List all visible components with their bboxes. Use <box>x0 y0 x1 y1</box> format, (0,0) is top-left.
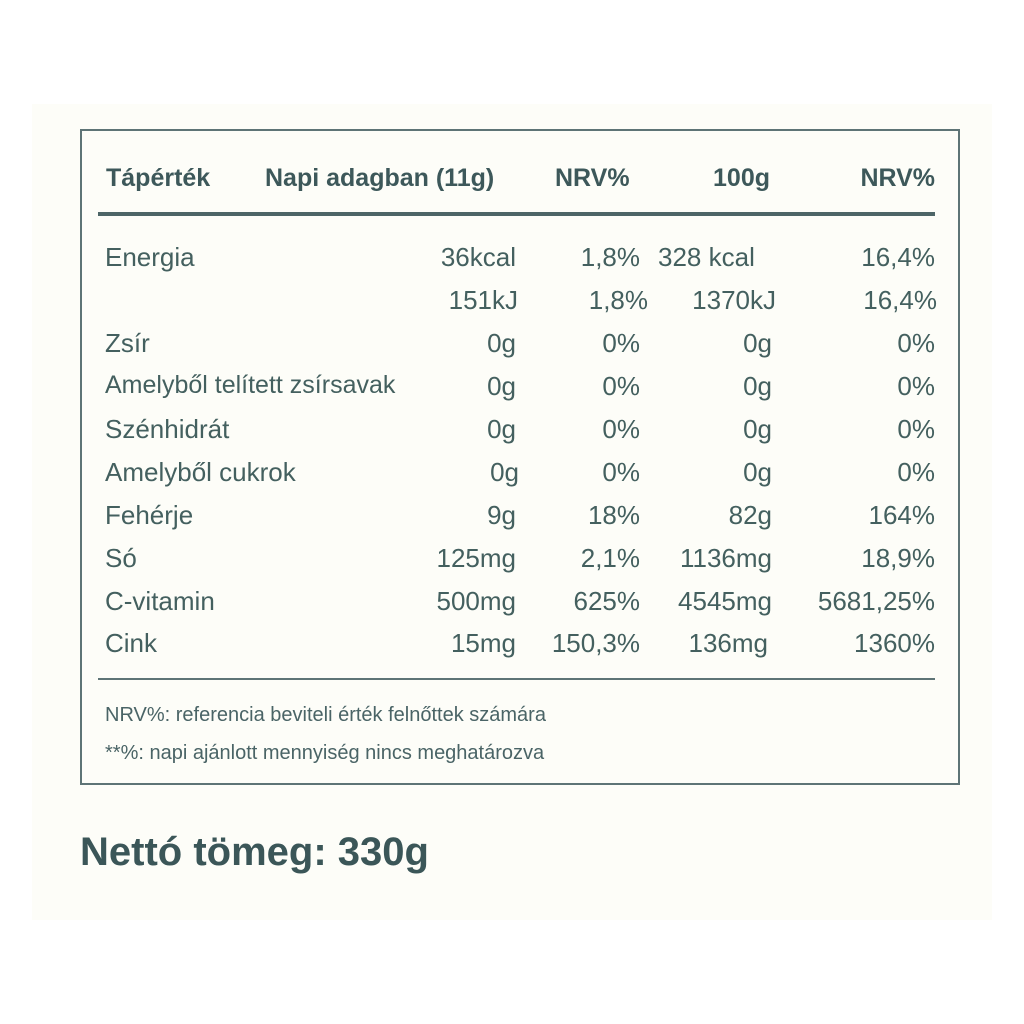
row-label: Zsír <box>105 328 150 358</box>
row-100g-nrv: 0% <box>897 371 935 401</box>
row-100g-nrv: 16,4% <box>863 285 937 315</box>
row-label: Szénhidrát <box>105 414 230 444</box>
row-label: Amelyből telített zsírsavak <box>105 371 396 399</box>
row-serving-nrv: 18% <box>587 500 640 530</box>
header-per-100g: 100g <box>713 164 770 192</box>
row-serving-value: 0g <box>487 328 516 358</box>
row-label: Só <box>105 543 137 573</box>
row-serving-value: 15mg <box>450 628 516 658</box>
row-serving-value: 36kcal <box>440 242 516 272</box>
row-100g-value: 0g <box>743 414 772 444</box>
row-serving-value: 0g <box>487 414 516 444</box>
row-label: Cink <box>105 628 158 658</box>
header-nutrient: Tápérték <box>106 164 211 192</box>
row-serving-nrv: 2,1% <box>580 543 640 573</box>
row-serving-nrv: 0% <box>602 328 640 358</box>
row-serving-nrv: 1,8% <box>580 242 640 272</box>
row-serving-nrv: 1,8% <box>588 285 648 315</box>
row-100g-nrv: 164% <box>868 500 935 530</box>
row-serving-nrv: 0% <box>602 457 640 487</box>
header-nrv-100g: NRV% <box>860 164 935 192</box>
row-100g-value: 328 kcal <box>658 242 755 272</box>
row-serving-value: 151kJ <box>448 285 518 315</box>
row-serving-nrv: 0% <box>602 371 640 401</box>
header-divider <box>98 212 935 216</box>
nrv-footnote: NRV%: referencia beviteli érték felnőttek számára <box>105 704 546 726</box>
row-100g-value: 1136mg <box>679 543 772 573</box>
row-100g-nrv: 0% <box>897 457 935 487</box>
row-serving-nrv: 0% <box>602 414 640 444</box>
row-100g-value: 0g <box>743 371 772 401</box>
row-label: Fehérje <box>105 500 194 530</box>
row-serving-nrv: 625% <box>573 586 640 616</box>
row-100g-value: 82g <box>728 500 772 530</box>
row-100g-value: 0g <box>743 328 772 358</box>
row-serving-value: 9g <box>487 500 516 530</box>
undefined-intake-footnote: **%: napi ajánlott mennyiség nincs meghatározva <box>105 742 545 764</box>
row-serving-value: 0g <box>490 457 519 487</box>
net-weight: Nettó tömeg: 330g <box>80 830 429 874</box>
row-100g-value: 136mg <box>688 628 768 658</box>
footer-divider <box>98 678 935 680</box>
row-100g-value: 4545mg <box>678 586 772 616</box>
row-serving-nrv: 150,3% <box>551 628 640 658</box>
row-label: Energia <box>105 242 195 272</box>
row-serving-value: 125mg <box>436 543 516 573</box>
row-serving-value: 500mg <box>436 586 516 616</box>
row-100g-nrv: 5681,25% <box>817 586 935 616</box>
row-100g-nrv: 0% <box>897 414 935 444</box>
row-label: C-vitamin <box>105 586 215 616</box>
row-100g-nrv: 18,9% <box>861 543 935 573</box>
row-100g-nrv: 0% <box>897 328 935 358</box>
row-100g-nrv: 1360% <box>854 628 935 658</box>
row-100g-value: 1370kJ <box>692 285 776 315</box>
row-100g-nrv: 16,4% <box>861 242 935 272</box>
header-per-serving: Napi adagban (11g) <box>265 164 495 192</box>
header-nrv-serving: NRV% <box>555 164 630 192</box>
row-label: Amelyből cukrok <box>105 457 296 487</box>
row-serving-value: 0g <box>487 371 516 401</box>
row-100g-value: 0g <box>743 457 772 487</box>
